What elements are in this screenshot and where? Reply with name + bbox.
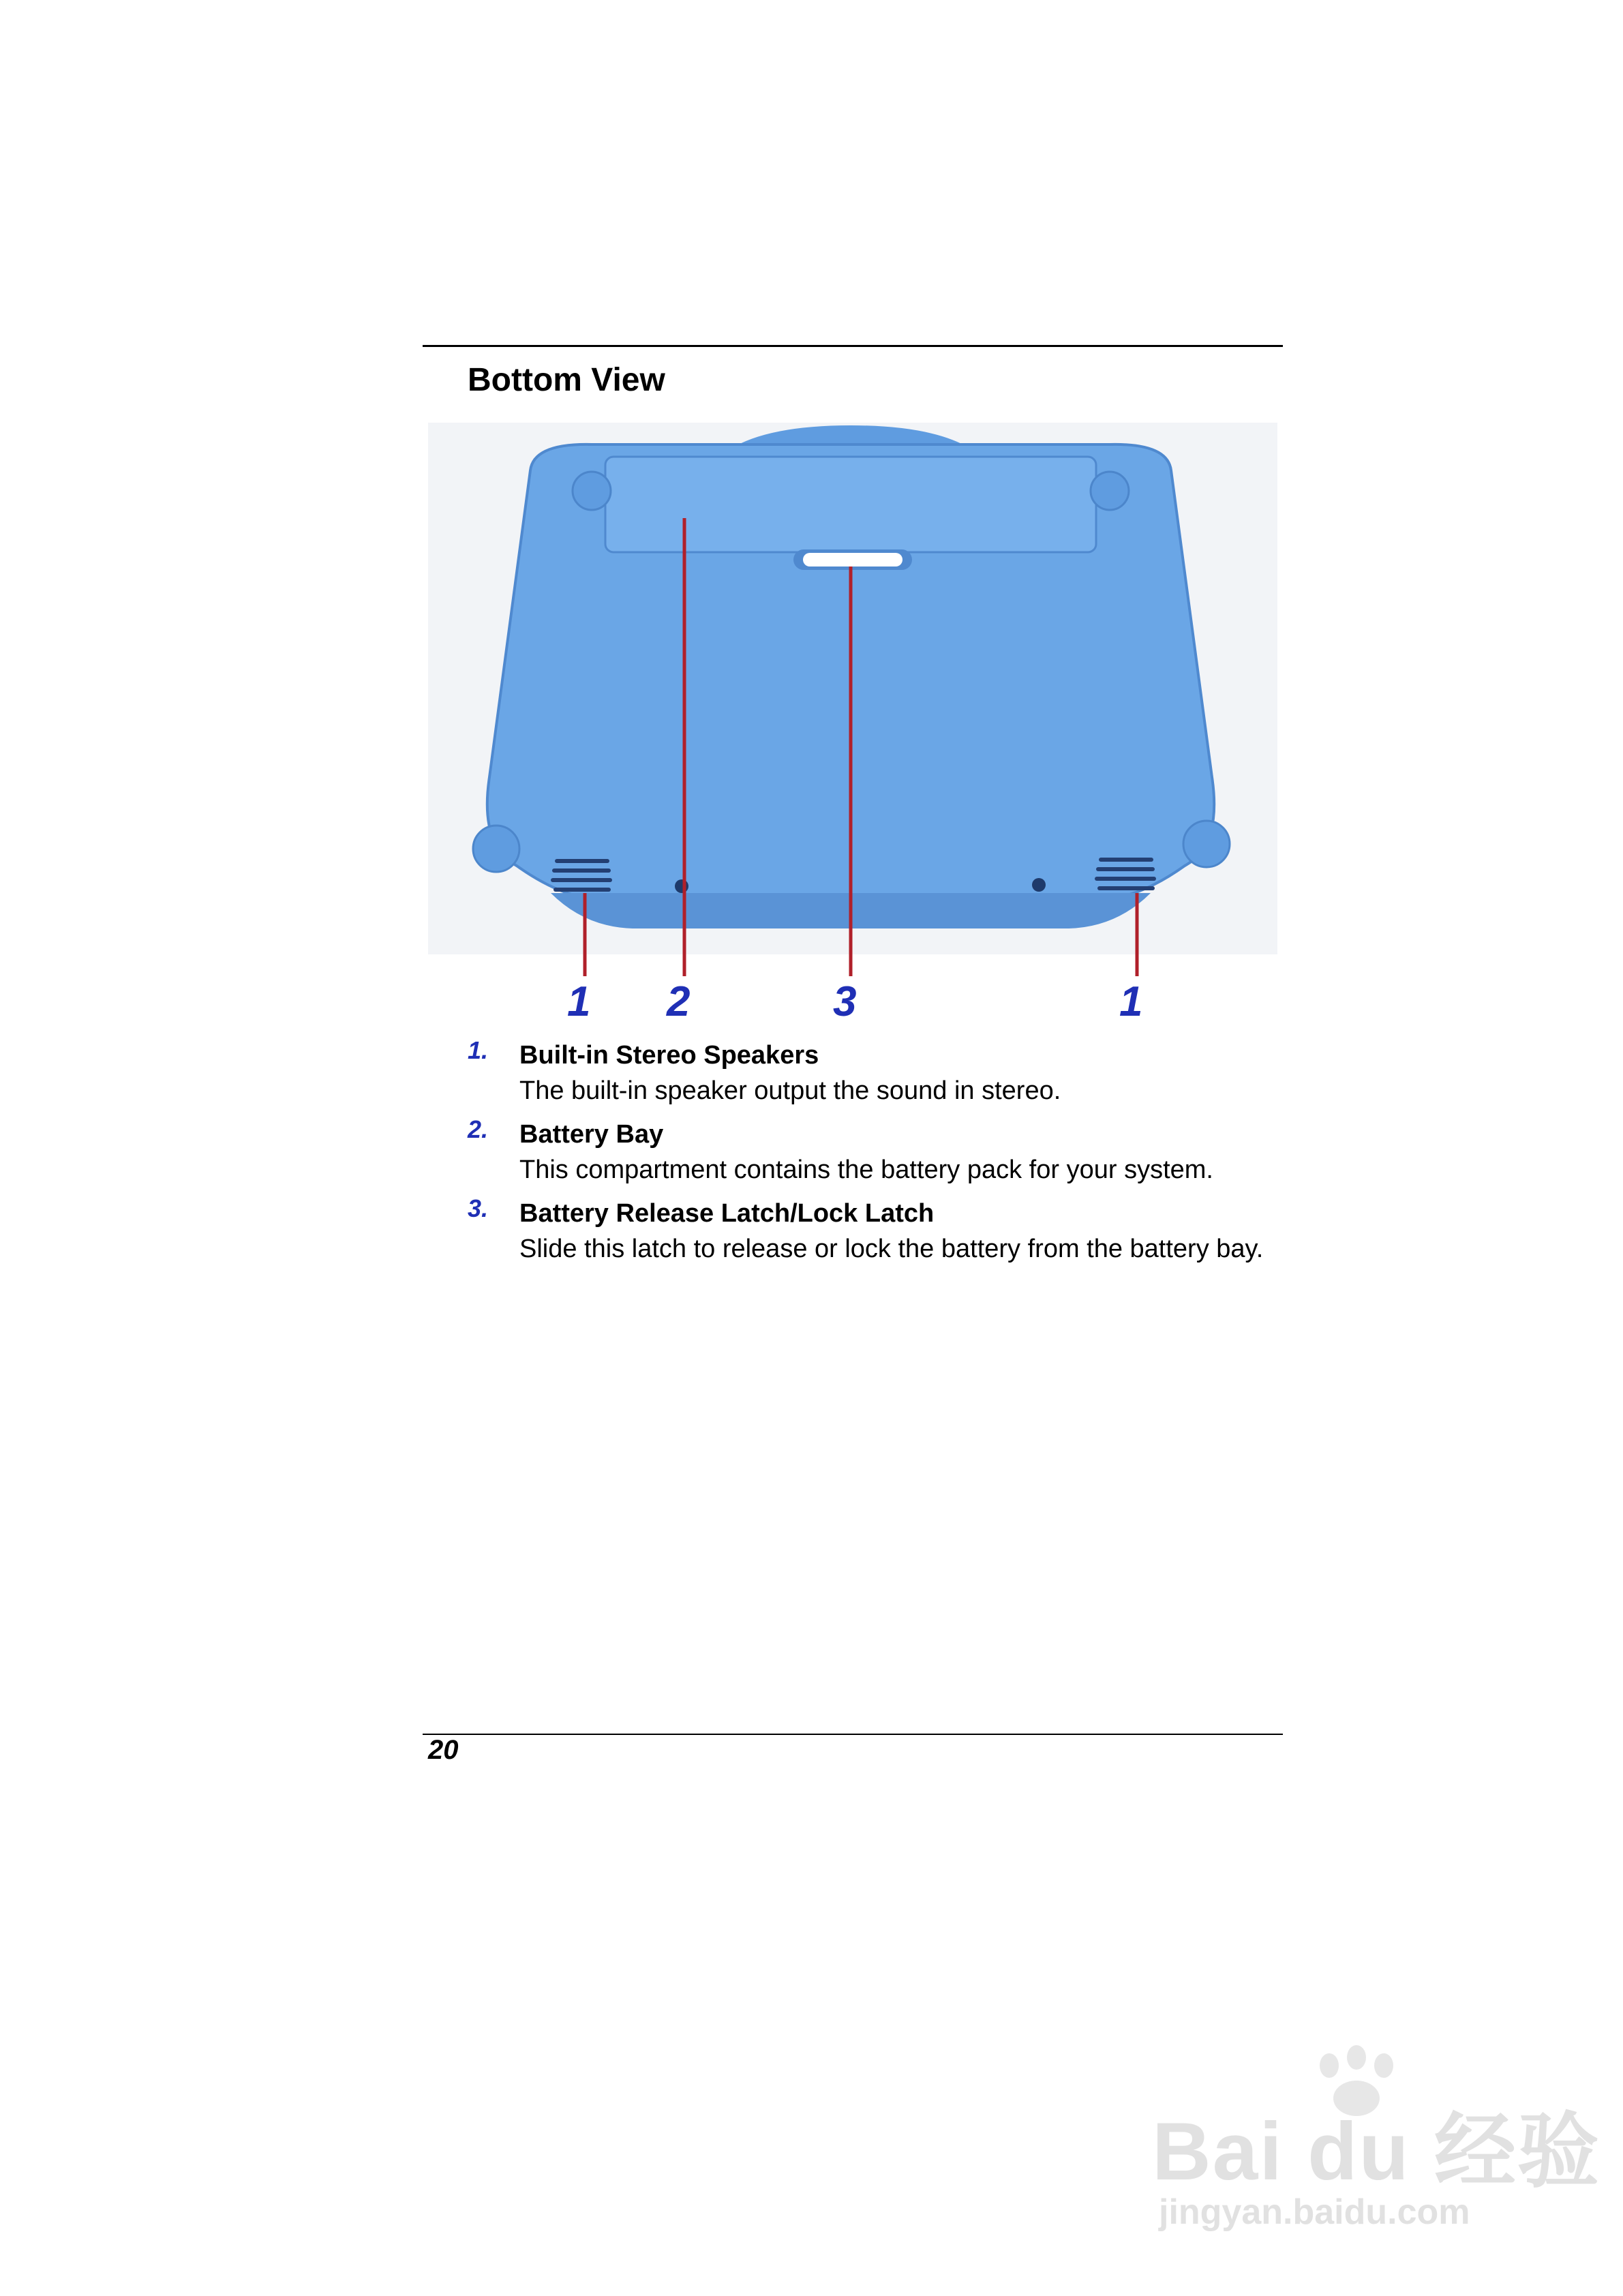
battery-latch-slider	[803, 553, 902, 567]
header-rule	[423, 345, 1283, 347]
screw	[675, 879, 688, 893]
page-number: 20	[428, 1735, 459, 1765]
battery-bay	[605, 457, 1096, 552]
item-title: Built-in Stereo Speakers	[519, 1041, 819, 1070]
component-list	[468, 1036, 1286, 1273]
item-number: 2.	[468, 1115, 489, 1143]
laptop-bottom-illustration	[428, 423, 1277, 1036]
rubber-foot	[473, 826, 519, 872]
list-item	[468, 1115, 1286, 1186]
watermark-brand: Bai du 经验	[1152, 2106, 1601, 2197]
callout-3: 3	[833, 978, 857, 1025]
section-title: Bottom View	[468, 362, 665, 398]
rubber-foot	[1183, 821, 1230, 867]
rubber-foot	[573, 472, 611, 510]
item-description: Slide this latch to release or lock the battery from the battery bay.	[519, 1235, 1264, 1263]
footer-rule	[423, 1734, 1283, 1735]
item-description: The built-in speaker output the sound in stereo.	[519, 1076, 1061, 1105]
baidu-watermark	[1152, 2045, 1601, 2250]
screw	[1032, 878, 1046, 892]
callout-1-left: 1	[567, 978, 591, 1025]
callout-1-right: 1	[1119, 978, 1143, 1025]
item-number: 1.	[468, 1036, 489, 1064]
rubber-foot	[1091, 472, 1129, 510]
item-title: Battery Release Latch/Lock Latch	[519, 1199, 935, 1228]
callout-2: 2	[667, 978, 691, 1025]
watermark-site: jingyan.baidu.com	[1159, 2192, 1470, 2232]
item-number: 3.	[468, 1194, 489, 1222]
list-item	[468, 1036, 1286, 1107]
item-title: Battery Bay	[519, 1120, 664, 1149]
laptop-bottom-figure	[428, 423, 1277, 1036]
item-description: This compartment contains the battery pack for your system.	[519, 1155, 1213, 1184]
list-item	[468, 1194, 1286, 1265]
